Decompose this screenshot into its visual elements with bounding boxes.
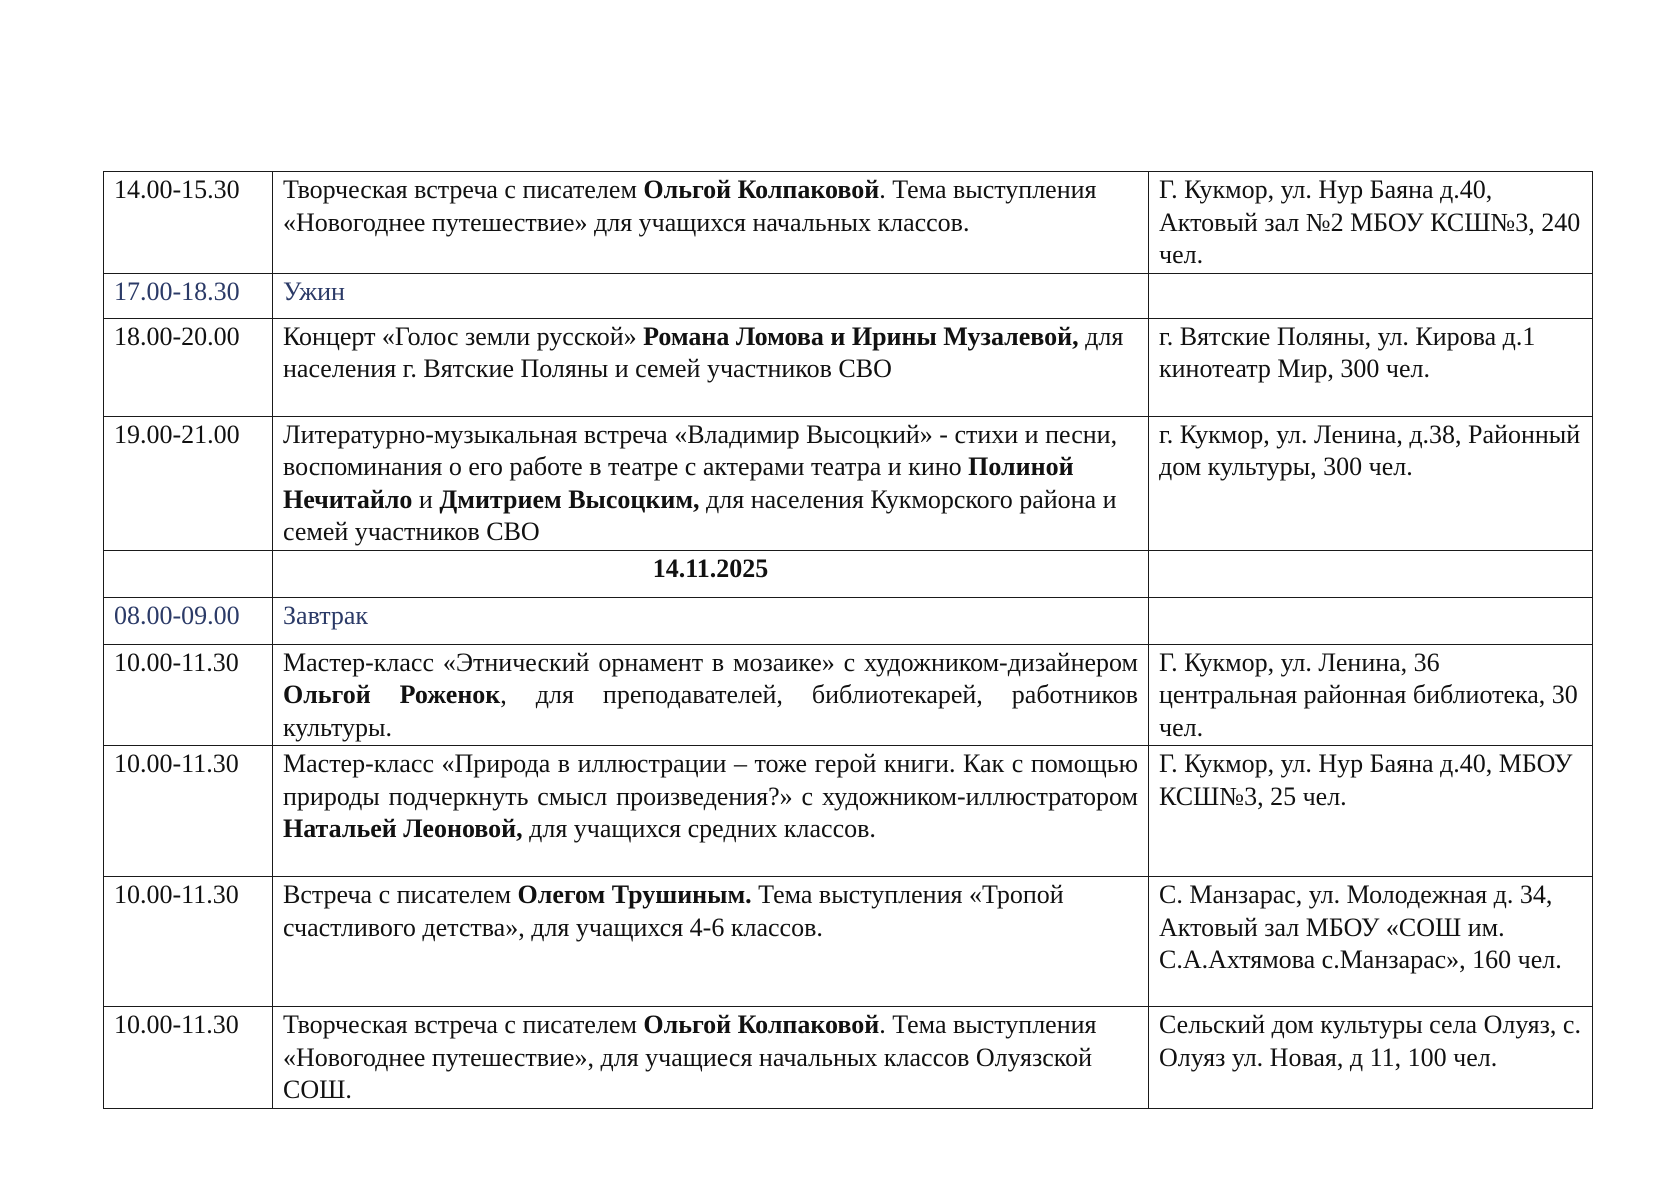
table-row	[104, 877, 1593, 1007]
table-row	[104, 416, 1593, 550]
table-row	[104, 172, 1593, 274]
place-cell: г. Вятские Поляны, ул. Кирова д.1 кинотеатр Мир, 300 чел.	[1149, 318, 1593, 416]
place-cell: Г. Кукмор, ул. Ленина, 36 центральная районная библиотека, 30 чел.	[1149, 644, 1593, 746]
time-cell: 14.00-15.30	[104, 172, 273, 274]
event-text: . Тема выступления «Новогоднее путешествие» для учащихся начальных классов.	[283, 175, 1097, 237]
event-text: для учащихся средних классов.	[522, 814, 876, 843]
time-cell: 10.00-11.30	[104, 877, 273, 1007]
event-cell	[273, 273, 1149, 318]
event-text: для населения Кукморского района и семей участников СВО	[283, 484, 1117, 546]
event-person: Романа Ломова и Ирины Музалевой,	[643, 321, 1079, 351]
schedule-table	[103, 171, 1593, 1109]
event-text: Творческая встреча с писателем	[283, 175, 644, 204]
event-person: Олегом Трушиным.	[517, 880, 752, 909]
event-text: и	[412, 484, 440, 514]
place-cell: г. Кукмор, ул. Ленина, д.38, Районный дом культуры, 300 чел.	[1149, 416, 1593, 550]
place-cell	[1149, 273, 1593, 318]
event-cell	[273, 318, 1149, 416]
event-text: для населения г. Вятские Поляны и семей участников СВО	[283, 321, 1124, 383]
place-cell: С. Манзарас, ул. Молодежная д. 34, Актовый зал МБОУ «СОШ им. С.А.Ахтямова с.Манзарас», 160 чел.	[1149, 877, 1593, 1007]
event-person: Дмитрием Высоцким,	[439, 484, 700, 514]
time-cell: 18.00-20.00	[104, 318, 273, 416]
event-person: Ольгой Колпаковой	[643, 175, 880, 204]
event-text: Творческая встреча с писателем	[283, 1010, 644, 1039]
time-cell: 08.00-09.00	[104, 597, 273, 644]
table-row	[104, 273, 1593, 318]
event-text: Литературно-музыкальная встреча «Владимир Высоцкий» - стихи и песни, воспоминания о его работе в театре с актерами театра и кино	[283, 419, 1118, 481]
empty-cell	[1149, 550, 1593, 597]
empty-cell	[104, 550, 273, 597]
place-cell	[1149, 597, 1593, 644]
event-cell	[273, 877, 1149, 1007]
event-person: Ольгой Колпаковой	[643, 1010, 880, 1039]
event-text: Мастер-класс «Этнический орнамент в мозаике» с художником-дизайнером	[283, 647, 1138, 677]
table-row	[104, 1007, 1593, 1109]
event-cell	[273, 172, 1149, 274]
place-cell: Г. Кукмор, ул. Нур Баяна д.40, Актовый зал №2 МБОУ КСШ№3, 240 чел.	[1149, 172, 1593, 274]
event-person: Натальей Леоновой,	[283, 814, 523, 843]
event-text: Ужин	[283, 276, 345, 306]
place-cell: Сельский дом культуры села Олуяз, с. Олуяз ул. Новая, д 11, 100 чел.	[1149, 1007, 1593, 1109]
event-text: , для преподавателей, библиотекарей, работников культуры.	[283, 680, 1138, 742]
date-heading: 14.11.2025	[273, 550, 1149, 597]
event-text: Тема выступления «Тропой счастливого детства», для учащихся 4-6 классов.	[283, 880, 1064, 942]
place-cell: Г. Кукмор, ул. Нур Баяна д.40, МБОУ КСШ№3, 25 чел.	[1149, 746, 1593, 877]
event-cell	[273, 416, 1149, 550]
date-row	[104, 550, 1593, 597]
event-text: Встреча с писателем	[283, 880, 518, 909]
table-row	[104, 644, 1593, 746]
event-cell	[273, 746, 1149, 877]
time-cell: 17.00-18.30	[104, 273, 273, 318]
table-row	[104, 597, 1593, 644]
event-cell	[273, 644, 1149, 746]
event-text: Завтрак	[283, 600, 369, 630]
time-cell: 19.00-21.00	[104, 416, 273, 550]
time-cell: 10.00-11.30	[104, 644, 273, 746]
event-cell	[273, 1007, 1149, 1109]
table-row	[104, 318, 1593, 416]
event-text: Концерт «Голос земли русской»	[283, 321, 644, 351]
event-text: Мастер-класс «Природа в иллюстрации – тоже герой книги. Как с помощью природы подчеркнуть смысл произведения?» с художником-иллюстратором	[283, 749, 1138, 811]
event-person: Ольгой Роженок	[283, 680, 501, 709]
event-person: Полиной Нечитайло	[283, 452, 1074, 514]
time-cell: 10.00-11.30	[104, 1007, 273, 1109]
table-row	[104, 746, 1593, 877]
event-cell	[273, 597, 1149, 644]
event-text: . Тема выступления «Новогоднее путешествие», для учащиеся начальных классов Олуязской СОШ.	[283, 1010, 1097, 1104]
time-cell: 10.00-11.30	[104, 746, 273, 877]
